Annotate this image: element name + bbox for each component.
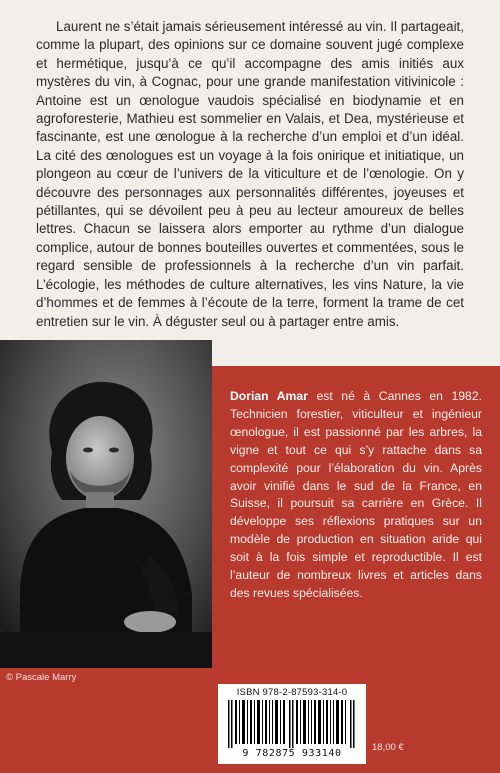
blurb-panel [0, 0, 500, 366]
author-bio [230, 388, 482, 603]
back-cover-blurb: Laurent ne s’était jamais sérieusement intéressé au vin. Il partageait, comme la plupart, des opinions sur ce domaine souvent jugé complexe et hermétique, jusqu’à ce qu’il accompagne des amis initiés aux mystères du vin, à Cognac, pour une grande manifestation vitivinicole : Antoine est un œnologue vaudois spécialisé en biodynamie et en agroforesterie, Mathieu est sommelier en Valais, et Dea, mystérieuse et fascinante, est une œnologue à la recherche d’un emploi et d’un idéal. La cité des œnologues est un voyage à la fois onirique et initiatique, un plongeon au cœur de l’univers de la viticulture et de l’œnologie. On y découvre des personnages aux personnalités différentes, joyeuses et pétillantes, qui se dévoilent peu à peu au lecteur amoureux de belles lettres. Chacun se laissera alors emporter au rythme d’un dialogue complice, autour de bonnes bouteilles ouvertes et commentées, sous le regard sensible de professionnels à la recherche d’un vin parfait. L’écologie, les méthodes de culture alternatives, les vins Nature, la vie d’hommes et de femmes à l’écoute de la terre, forment la trame de cet entretien sur le vin. À déguster seul ou à partager entre amis. [36, 19, 464, 329]
barcode-area [218, 684, 366, 764]
price-label: 18,00 € [372, 742, 404, 753]
barcode-digits: 9 782875 933140 [242, 748, 342, 759]
isbn-label: ISBN 978-2-87593-314-0 [236, 687, 348, 698]
photo-credit: © Pascale Marry [6, 672, 77, 683]
barcode-bars [228, 700, 356, 748]
author-bio-text: est né à Cannes en 1982. Technicien forestier, viticulteur et ingénieur œnologue, il est passionné par les arbres, la vigne et tout ce qui s’y rattache dans sa complexité pour l’élaboration du vin. Après avoir vinifié dans le sud de la France, en Suisse, il poursuit sa carrière en Grèce. Il développe ses réflexions pratiques sur un modèle de production en situation aride qui soit à la fois simple et reproductible. Il est l’auteur de nombreux livres et articles dans des revues spécialisées. [230, 389, 482, 600]
author-photo [0, 340, 212, 668]
author-name: Dorian Amar [230, 389, 308, 403]
